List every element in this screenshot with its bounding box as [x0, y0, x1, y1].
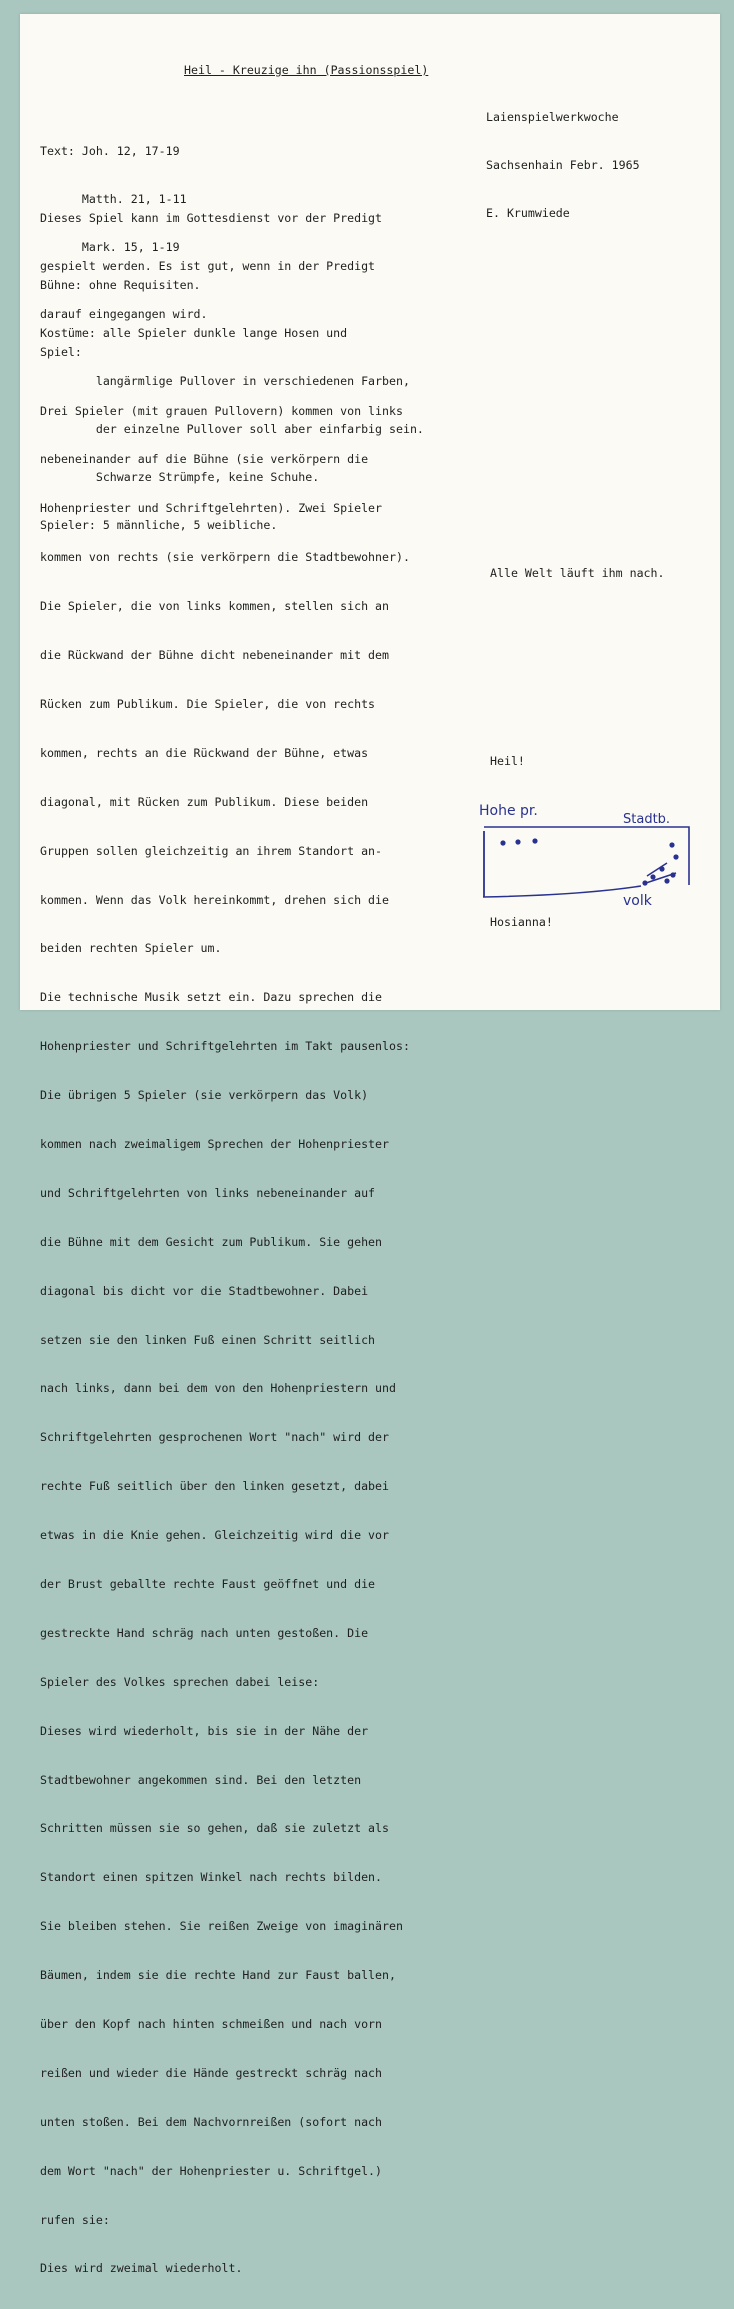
sketch-label-hohepriester: Hohe pr. — [479, 803, 538, 819]
sketch-dot — [669, 842, 674, 847]
text-line: Die technische Musik setzt ein. Dazu sprechen die — [40, 990, 383, 1005]
text-line: rechte Fuß seitlich über den linken gesetzt, dabei — [40, 1479, 390, 1494]
text-line: darauf eingegangen wird. — [40, 307, 208, 321]
text-line: Die Spieler, die von links kommen, stellen sich an — [40, 599, 390, 614]
text-line: Hohenpriester und Schriftgelehrten). Zwei Spieler — [40, 501, 383, 516]
ref-line: Mark. 15, 1-19 — [40, 240, 180, 254]
document-title: Heil - Kreuzige ihn (Passionsspiel) — [184, 63, 429, 77]
margin-note-heil: Heil! — [490, 754, 525, 768]
text-line: Spieler des Volkes sprechen dabei leise: — [40, 1674, 320, 1689]
text-line: unten stoßen. Bei dem Nachvornreißen (sofort nach — [40, 2114, 383, 2129]
text-line: Sie bleiben stehen. Sie reißen Zweige von imaginären — [40, 1919, 403, 1934]
text-line: Gruppen sollen gleichzeitig an ihrem Standort an- — [40, 843, 383, 858]
text-line: Bäumen, indem sie die rechte Hand zur Faust ballen, — [40, 1968, 396, 1983]
text-line: Rücken zum Publikum. Die Spieler, die von rechts — [40, 696, 376, 711]
text-line: über den Kopf nach hinten schmeißen und nach vorn — [40, 2016, 383, 2031]
text-line: rufen sie: — [40, 2212, 110, 2227]
text-line: langärmlige Pullover in verschiedenen Farben, — [40, 374, 410, 388]
text-line: die Bühne mit dem Gesicht zum Publikum. Sie gehen — [40, 1234, 383, 1249]
text-line: Dies wird zweimal wiederholt. — [40, 2261, 243, 2276]
sketch-dot — [673, 854, 678, 859]
text-line: gestreckte Hand schräg nach unten gestoßen. Die — [40, 1625, 369, 1640]
ref-line: Text: Joh. 12, 17-19 — [40, 144, 180, 158]
text-line: reißen und wieder die Hände gestreckt schräg nach — [40, 2065, 383, 2080]
header-line: Laienspielwerkwoche — [486, 110, 619, 124]
text-line: Dieses wird wiederholt, bis sie in der Nähe der — [40, 1723, 369, 1738]
text-line: etwas in die Knie gehen. Gleichzeitig wird die vor — [40, 1528, 390, 1543]
text-line: Schritten müssen sie so gehen, daß sie zuletzt als — [40, 1821, 390, 1836]
text-line: Dieses Spiel kann im Gottesdienst vor der Predigt — [40, 211, 383, 225]
text-line: gespielt werden. Es ist gut, wenn in der Predigt — [40, 259, 376, 273]
ref-line: Matth. 21, 1-11 — [40, 192, 187, 206]
text-line: nebeneinander auf die Bühne (sie verkörpern die — [40, 452, 369, 467]
text-line: kommen, rechts an die Rückwand der Bühne, etwas — [40, 745, 369, 760]
text-line: Kostüme: alle Spieler dunkle lange Hosen und — [40, 326, 348, 340]
text-line: Spieler: 5 männliche, 5 weibliche. — [40, 518, 278, 532]
header-line: E. Krumwiede — [486, 206, 570, 220]
sketch-arrow-line — [483, 886, 641, 897]
text-line: Drei Spieler (mit grauen Pullovern) kommen von links — [40, 403, 403, 418]
section-label: Spiel: — [40, 345, 82, 359]
text-line: die Rückwand der Bühne dicht nebeneinander mit dem — [40, 648, 390, 663]
text-line: der einzelne Pullover soll aber einfarbig sein. — [40, 422, 424, 436]
text-line: Schwarze Strümpfe, keine Schuhe. — [40, 470, 320, 484]
sketch-label-volk: volk — [623, 893, 652, 909]
text-line: Bühne: ohne Requisiten. — [40, 278, 201, 292]
text-line: Schriftgelehrten gesprochenen Wort "nach" wird der — [40, 1430, 390, 1445]
text-line: dem Wort "nach" der Hohenpriester u. Schriftgel.) — [40, 2163, 383, 2178]
text-line: kommen von rechts (sie verkörpern die Stadtbewohner). — [40, 550, 410, 565]
text-line: kommen. Wenn das Volk hereinkommt, drehen sich die — [40, 892, 390, 907]
play-instructions — [40, 370, 410, 2309]
text-line: nach links, dann bei dem von den Hohenpriestern und — [40, 1381, 396, 1396]
text-line: der Brust geballte rechte Faust geöffnet und die — [40, 1576, 376, 1591]
sketch-dot — [650, 874, 655, 879]
text-line: und Schriftgelehrten von links nebeneinander auf — [40, 1185, 376, 1200]
text-line: setzen sie den linken Fuß einen Schritt seitlich — [40, 1332, 376, 1347]
text-line: beiden rechten Spieler um. — [40, 941, 222, 956]
sketch-dot — [500, 840, 505, 845]
text-line: kommen nach zweimaligem Sprechen der Hohenpriester — [40, 1136, 390, 1151]
text-line: Stadtbewohner angekommen sind. Bei den letzten — [40, 1772, 362, 1787]
margin-note-alle-welt: Alle Welt läuft ihm nach. — [490, 566, 665, 580]
sketch-dot — [664, 878, 669, 883]
sketch-label-stadtbewohner: Stadtb. — [623, 812, 671, 827]
text-line: Standort einen spitzen Winkel nach rechts bilden. — [40, 1870, 383, 1885]
text-line: diagonal bis dicht vor die Stadtbewohner. Dabei — [40, 1283, 369, 1298]
margin-note-hosianna: Hosianna! — [490, 915, 553, 929]
text-line: Die übrigen 5 Spieler (sie verkörpern das Volk) — [40, 1088, 369, 1103]
header-line: Sachsenhain Febr. 1965 — [486, 158, 640, 172]
sketch-dot — [532, 838, 537, 843]
document-page — [20, 14, 720, 2276]
sketch-dot — [515, 839, 520, 844]
header-info — [486, 77, 640, 253]
text-line: Hohenpriester und Schriftgelehrten im Takt pausenlos: — [40, 1039, 410, 1054]
sketch-back-wall — [484, 827, 689, 885]
text-line: diagonal, mit Rücken zum Publikum. Diese beiden — [40, 794, 369, 809]
stage-sketch — [475, 793, 701, 909]
